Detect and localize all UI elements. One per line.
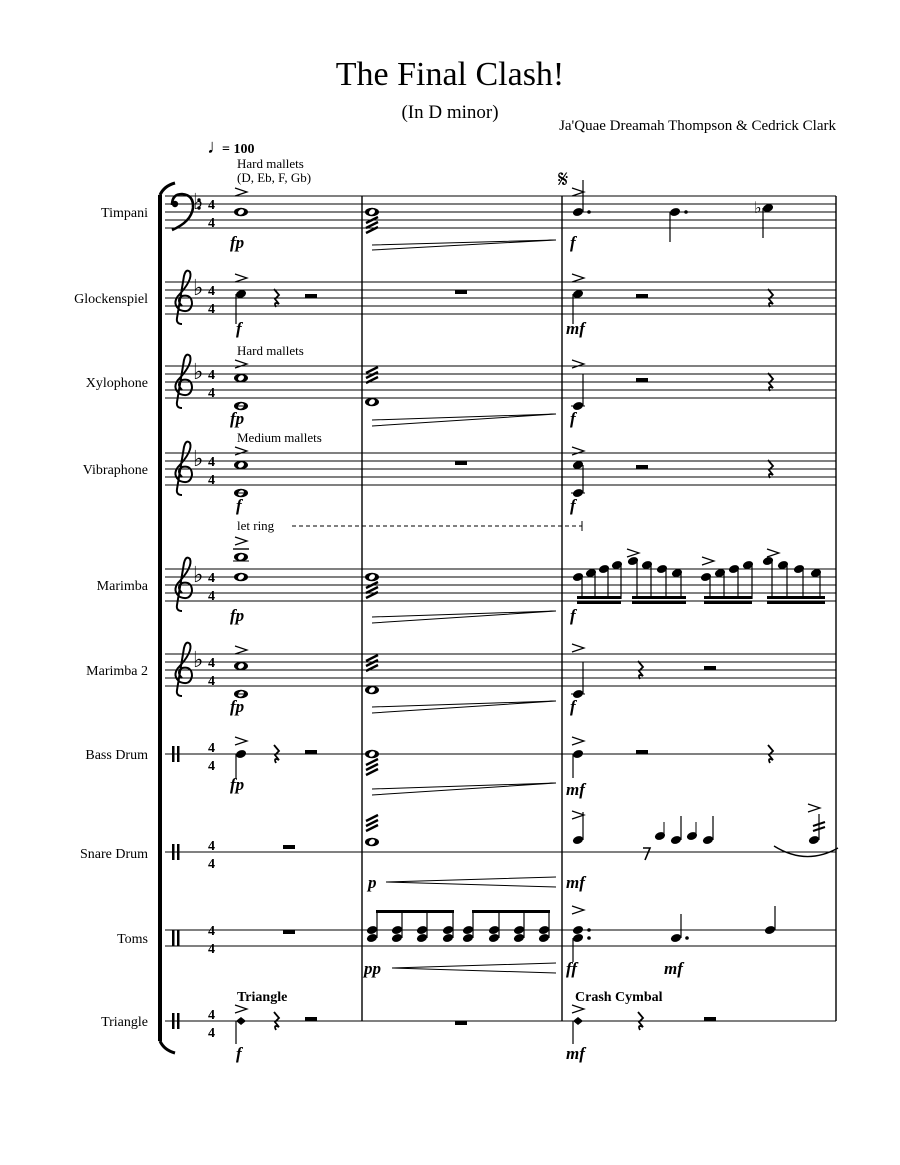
time-signature-bottom: 4 — [208, 473, 215, 488]
segno-icon: 𝄋 — [558, 167, 569, 193]
system-bracket — [158, 195, 162, 1041]
whole-note — [234, 573, 248, 582]
accent-mark — [572, 274, 584, 282]
time-signature-top: 4 — [208, 284, 215, 299]
crash-cymbal-label: Crash Cymbal — [575, 990, 663, 1005]
time-signature-bottom: 4 — [208, 857, 215, 872]
vibraphone-mallet-direction: Medium mallets — [237, 430, 322, 445]
triangle-note — [236, 1017, 246, 1025]
dotted-quarter-note — [669, 207, 681, 218]
accent-mark — [572, 188, 584, 196]
staff-timpani — [165, 196, 836, 228]
accent-mark — [235, 537, 247, 545]
time-signature-top: 4 — [208, 656, 215, 671]
accent-mark — [572, 447, 584, 455]
dynamic-mf: mf — [566, 1044, 585, 1063]
dynamic-mf: mf — [566, 873, 585, 892]
instrument-name-bass-drum: Bass Drum — [85, 748, 148, 763]
timpani-pitches-direction: (D, Eb, F, Gb) — [237, 170, 312, 185]
time-signature-top: 4 — [208, 368, 215, 383]
crescendo-hairpin — [392, 963, 556, 973]
dynamic-f: f — [570, 409, 576, 428]
crash-note — [573, 1017, 583, 1025]
time-signature-bottom: 4 — [208, 589, 215, 604]
whole-note — [234, 208, 248, 217]
half-rest — [305, 1017, 317, 1021]
dynamic-fp: fp — [230, 697, 245, 716]
tremolo-strokes — [366, 655, 378, 671]
dynamic-mf: mf — [664, 959, 683, 978]
whole-note — [234, 553, 248, 562]
staff-toms — [165, 930, 836, 946]
crescendo-hairpin — [372, 611, 556, 623]
accent-mark — [235, 188, 247, 196]
dynamic-fp: fp — [230, 775, 245, 794]
quarter-note — [235, 749, 247, 760]
quarter-note — [572, 835, 584, 846]
crescendo-hairpin — [372, 414, 556, 426]
tremolo-strokes — [366, 759, 378, 775]
toms-eighth-notes — [366, 910, 550, 943]
accent-mark — [572, 1005, 584, 1013]
dynamic-f: f — [570, 697, 576, 716]
eighth-rest — [643, 848, 650, 860]
crescendo-hairpin — [372, 701, 556, 713]
accent-mark — [235, 447, 247, 455]
accent-mark — [235, 1005, 247, 1013]
quarter-note — [764, 925, 776, 936]
tremolo-quarter-note — [808, 835, 820, 846]
time-signature-top: 4 — [208, 1008, 215, 1023]
whole-rest — [455, 290, 467, 294]
triangle-instrument-label: Triangle — [237, 990, 288, 1005]
instrument-name-timpani: Timpani — [101, 206, 148, 221]
dotted-quarter-note — [670, 933, 682, 944]
crescendo-hairpin — [372, 783, 556, 795]
instrument-name-snare-drum: Snare Drum — [79, 847, 148, 862]
key-signature-flat: ♭ — [193, 359, 204, 384]
timpani-mallet-direction: Hard mallets — [237, 156, 304, 171]
half-rest — [636, 294, 648, 298]
dynamic-f: f — [570, 606, 576, 625]
accent-mark — [572, 737, 584, 745]
key-signature-flat: ♭ — [193, 647, 204, 672]
time-signature-bottom: 4 — [208, 942, 215, 957]
dynamic-f: f — [570, 233, 576, 252]
tremolo-strokes — [366, 815, 378, 831]
whole-note-tremolo — [365, 838, 379, 847]
composer-credit: Ja'Quae Dreamah Thompson & Cedrick Clark — [559, 118, 836, 134]
quarter-note — [572, 749, 584, 760]
treble-clef-icon — [175, 558, 192, 611]
instrument-name-marimba-2: Marimba 2 — [86, 664, 148, 679]
whole-note — [234, 374, 248, 383]
time-signature-top: 4 — [208, 839, 215, 854]
time-signature-top: 4 — [208, 741, 215, 756]
half-rest — [636, 750, 648, 754]
tempo-marking: = 100 — [222, 142, 255, 157]
half-rest — [636, 378, 648, 382]
accent-mark — [572, 644, 584, 652]
instrument-name-marimba: Marimba — [96, 579, 148, 594]
dotted-quarter-note — [572, 207, 584, 218]
tempo-note-icon: ♩ — [207, 136, 227, 158]
accent-mark — [808, 804, 820, 812]
whole-rest — [283, 930, 295, 934]
bracket-top-hook — [160, 183, 175, 195]
dynamic-f: f — [236, 319, 242, 338]
time-signature-bottom: 4 — [208, 216, 215, 231]
whole-rest — [283, 845, 295, 849]
instrument-name-glockenspiel: Glockenspiel — [74, 292, 148, 307]
whole-note-tremolo — [365, 208, 379, 217]
barlines — [362, 196, 836, 1021]
whole-note-tremolo — [365, 573, 379, 582]
time-signature-bottom: 4 — [208, 674, 215, 689]
whole-note — [234, 662, 248, 671]
let-ring-direction: let ring — [237, 518, 275, 533]
time-signature-top: 4 — [208, 924, 215, 939]
key-signature-flat: ♭ — [193, 446, 204, 471]
dynamic-fp: fp — [230, 233, 245, 252]
key-signature-flat: ♭ — [193, 189, 204, 214]
chord-note — [572, 933, 584, 944]
treble-clef-icon — [175, 442, 192, 495]
tremolo-strokes — [366, 367, 378, 383]
crescendo-hairpin — [386, 877, 556, 887]
dynamic-p: p — [368, 873, 377, 892]
time-signature-top: 4 — [208, 198, 215, 213]
bracket-bottom-hook — [160, 1041, 175, 1053]
time-signature-top: 4 — [208, 455, 215, 470]
half-rest — [704, 666, 716, 670]
staff-glockenspiel — [165, 282, 836, 314]
accent-mark — [235, 737, 247, 745]
instrument-name-toms: Toms — [117, 932, 148, 947]
dynamic-fp: fp — [230, 606, 245, 625]
treble-clef-icon — [175, 355, 192, 408]
whole-note-tremolo — [365, 398, 379, 407]
instrument-name-xylophone: Xylophone — [85, 376, 148, 391]
grace-note-flams — [654, 816, 714, 845]
accent-mark — [572, 906, 584, 914]
score-subtitle: (In D minor) — [401, 102, 499, 123]
time-signature-bottom: 4 — [208, 1026, 215, 1041]
key-signature-flat: ♭ — [193, 275, 204, 300]
staff-vibraphone — [165, 453, 836, 485]
treble-clef-icon — [175, 643, 192, 696]
whole-note-tremolo — [365, 750, 379, 759]
tremolo-strokes — [366, 217, 378, 233]
half-rest — [305, 294, 317, 298]
tremolo-strokes — [366, 582, 378, 598]
dynamic-f: f — [570, 496, 576, 515]
dynamic-f: f — [236, 1044, 242, 1063]
half-rest — [704, 1017, 716, 1021]
whole-rest — [455, 461, 467, 465]
accent-mark — [572, 360, 584, 368]
dynamic-mf: mf — [566, 319, 585, 338]
xylophone-mallet-direction: Hard mallets — [237, 343, 304, 358]
time-signature-top: 4 — [208, 571, 215, 586]
time-signature-bottom: 4 — [208, 386, 215, 401]
time-signature-bottom: 4 — [208, 759, 215, 774]
half-rest — [305, 750, 317, 754]
dynamic-ff: ff — [566, 959, 578, 978]
dynamic-pp: pp — [364, 959, 381, 978]
flat-accidental: ♭ — [754, 200, 762, 217]
staff-xylophone — [165, 366, 836, 398]
tie-curve — [774, 846, 838, 857]
crescendo-hairpin — [372, 240, 556, 250]
accent-mark — [235, 274, 247, 282]
instrument-name-vibraphone: Vibraphone — [82, 463, 148, 478]
key-signature-flat: ♭ — [193, 562, 204, 587]
dynamic-mf: mf — [566, 780, 585, 799]
accent-mark — [572, 811, 584, 819]
chord-note — [572, 925, 584, 936]
whole-note-tremolo — [365, 686, 379, 695]
whole-rest — [455, 1021, 467, 1025]
whole-note — [234, 461, 248, 470]
treble-clef-icon — [175, 271, 192, 324]
instrument-name-triangle: Triangle — [101, 1015, 148, 1030]
time-signature-bottom: 4 — [208, 302, 215, 317]
percussion-clef-icon — [172, 930, 180, 946]
staff-marimba-2 — [165, 654, 836, 686]
dynamic-fp: fp — [230, 409, 245, 428]
accent-mark — [235, 360, 247, 368]
accent-mark — [235, 646, 247, 654]
dynamic-f: f — [236, 496, 242, 515]
half-rest — [636, 465, 648, 469]
score-title: The Final Clash! — [335, 56, 565, 93]
